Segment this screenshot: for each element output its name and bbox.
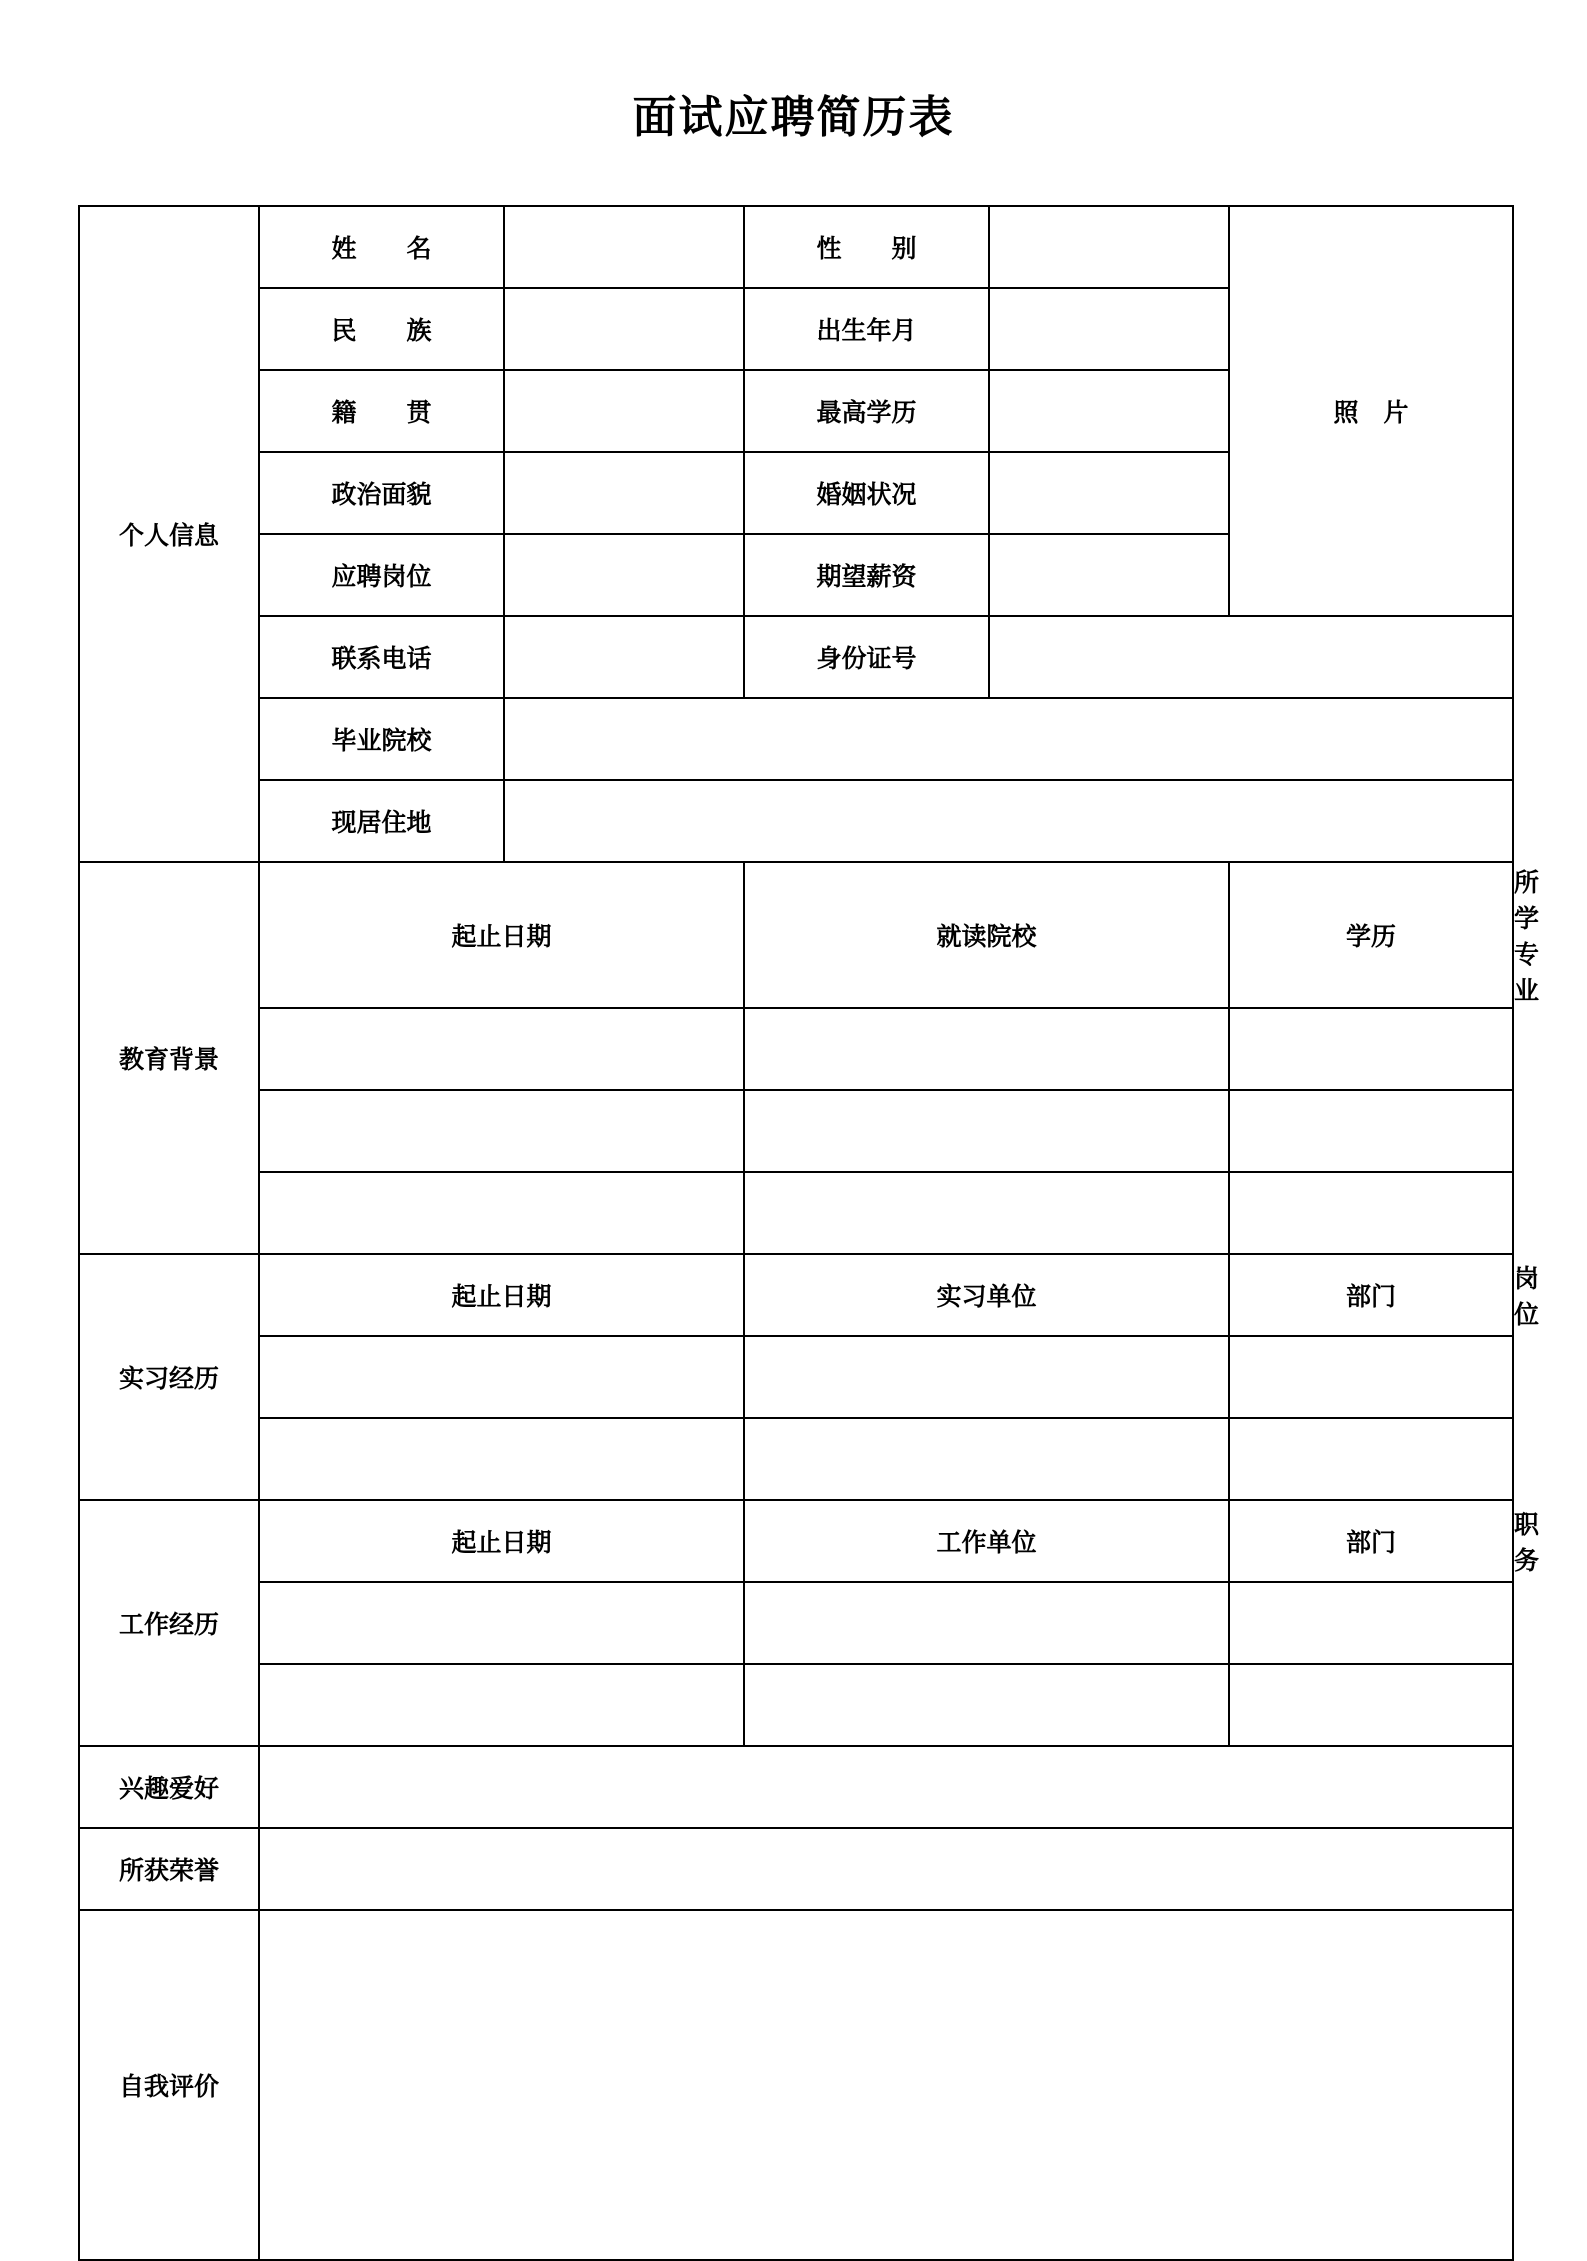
- section-label-honors: 所获荣誉: [79, 1828, 259, 1910]
- label-highest-education: 最高学历: [744, 370, 989, 452]
- label-ethnicity: 民 族: [259, 288, 504, 370]
- label-birth-date: 出生年月: [744, 288, 989, 370]
- table-row-education-3: [79, 1172, 1513, 1254]
- value-name[interactable]: [504, 206, 744, 288]
- label-political-status: 政治面貌: [259, 452, 504, 534]
- work-cell-company[interactable]: [744, 1582, 1229, 1664]
- education-cell-school[interactable]: [744, 1008, 1229, 1090]
- value-ethnicity[interactable]: [504, 288, 744, 370]
- photo-placeholder[interactable]: 照 片: [1229, 206, 1513, 616]
- table-row-honors: [79, 1828, 1513, 1910]
- table-row-internship-2: [79, 1418, 1513, 1500]
- table-row-internship-1: [79, 1336, 1513, 1418]
- resume-table-wrapper: [78, 205, 1540, 2261]
- work-cell-department[interactable]: [1229, 1664, 1513, 1746]
- label-graduated-school: 毕业院校: [259, 698, 504, 780]
- education-cell-degree[interactable]: [1229, 1172, 1513, 1254]
- label-gender: 性 别: [744, 206, 989, 288]
- value-political-status[interactable]: [504, 452, 744, 534]
- education-header-degree: 学历: [1229, 862, 1513, 1008]
- work-header-dates: 起止日期: [259, 1500, 744, 1582]
- label-id-number: 身份证号: [744, 616, 989, 698]
- work-header-company: 工作单位: [744, 1500, 1229, 1582]
- internship-cell-company[interactable]: [744, 1418, 1229, 1500]
- value-highest-education[interactable]: [989, 370, 1229, 452]
- resume-table: [78, 205, 1540, 2261]
- internship-cell-company[interactable]: [744, 1336, 1229, 1418]
- work-cell-company[interactable]: [744, 1664, 1229, 1746]
- value-marital-status[interactable]: [989, 452, 1229, 534]
- table-row-internship-header: 实习经历 起止日期 实习单位 部门 岗位: [79, 1254, 1513, 1336]
- table-row-work-2: [79, 1664, 1513, 1746]
- value-graduated-school[interactable]: [504, 698, 1513, 780]
- internship-cell-department[interactable]: [1229, 1418, 1513, 1500]
- label-native-place: 籍 贯: [259, 370, 504, 452]
- value-expected-salary[interactable]: [989, 534, 1229, 616]
- label-expected-salary: 期望薪资: [744, 534, 989, 616]
- section-label-personal: 个人信息: [79, 206, 259, 862]
- internship-header-dates: 起止日期: [259, 1254, 744, 1336]
- value-gender[interactable]: [989, 206, 1229, 288]
- internship-cell-dates[interactable]: [259, 1336, 744, 1418]
- value-native-place[interactable]: [504, 370, 744, 452]
- education-header-dates: 起止日期: [259, 862, 744, 1008]
- value-birth-date[interactable]: [989, 288, 1229, 370]
- table-row-work-header: 工作经历 起止日期 工作单位 部门 职务: [79, 1500, 1513, 1582]
- section-label-self-evaluation: 自我评价: [79, 1910, 259, 2260]
- section-label-hobbies: 兴趣爱好: [79, 1746, 259, 1828]
- education-cell-dates[interactable]: [259, 1090, 744, 1172]
- label-name: 姓 名: [259, 206, 504, 288]
- table-row-education-1: [79, 1008, 1513, 1090]
- label-applied-position: 应聘岗位: [259, 534, 504, 616]
- table-row-hobbies: [79, 1746, 1513, 1828]
- table-row-education-2: [79, 1090, 1513, 1172]
- internship-header-company: 实习单位: [744, 1254, 1229, 1336]
- section-label-work: 工作经历: [79, 1500, 259, 1746]
- table-row-education-header: 教育背景 起止日期 就读院校 学历 所学专业: [79, 862, 1513, 1008]
- table-row-work-1: [79, 1582, 1513, 1664]
- education-cell-dates[interactable]: [259, 1172, 744, 1254]
- internship-cell-department[interactable]: [1229, 1336, 1513, 1418]
- page-title: 面试应聘简历表: [632, 93, 955, 142]
- table-row-self-evaluation: [79, 1910, 1513, 2260]
- label-current-residence: 现居住地: [259, 780, 504, 862]
- label-phone: 联系电话: [259, 616, 504, 698]
- section-label-education: 教育背景: [79, 862, 259, 1254]
- education-cell-degree[interactable]: [1229, 1090, 1513, 1172]
- education-cell-school[interactable]: [744, 1172, 1229, 1254]
- value-phone[interactable]: [504, 616, 744, 698]
- education-cell-degree[interactable]: [1229, 1008, 1513, 1090]
- value-current-residence[interactable]: [504, 780, 1513, 862]
- work-cell-department[interactable]: [1229, 1582, 1513, 1664]
- value-id-number[interactable]: [989, 616, 1513, 698]
- table-row-name-gender: [79, 206, 1513, 288]
- work-header-department: 部门: [1229, 1500, 1513, 1582]
- value-self-evaluation[interactable]: [259, 1910, 1513, 2260]
- table-row-phone-id: [79, 616, 1513, 698]
- work-cell-dates[interactable]: [259, 1664, 744, 1746]
- internship-header-department: 部门: [1229, 1254, 1513, 1336]
- table-row-current-residence: [79, 780, 1513, 862]
- work-cell-dates[interactable]: [259, 1582, 744, 1664]
- education-header-school: 就读院校: [744, 862, 1229, 1008]
- section-label-internship: 实习经历: [79, 1254, 259, 1500]
- education-cell-school[interactable]: [744, 1090, 1229, 1172]
- education-cell-dates[interactable]: [259, 1008, 744, 1090]
- value-honors[interactable]: [259, 1828, 1513, 1910]
- value-hobbies[interactable]: [259, 1746, 1513, 1828]
- label-marital-status: 婚姻状况: [744, 452, 989, 534]
- value-applied-position[interactable]: [504, 534, 744, 616]
- table-row-graduated-school: [79, 698, 1513, 780]
- internship-cell-dates[interactable]: [259, 1418, 744, 1500]
